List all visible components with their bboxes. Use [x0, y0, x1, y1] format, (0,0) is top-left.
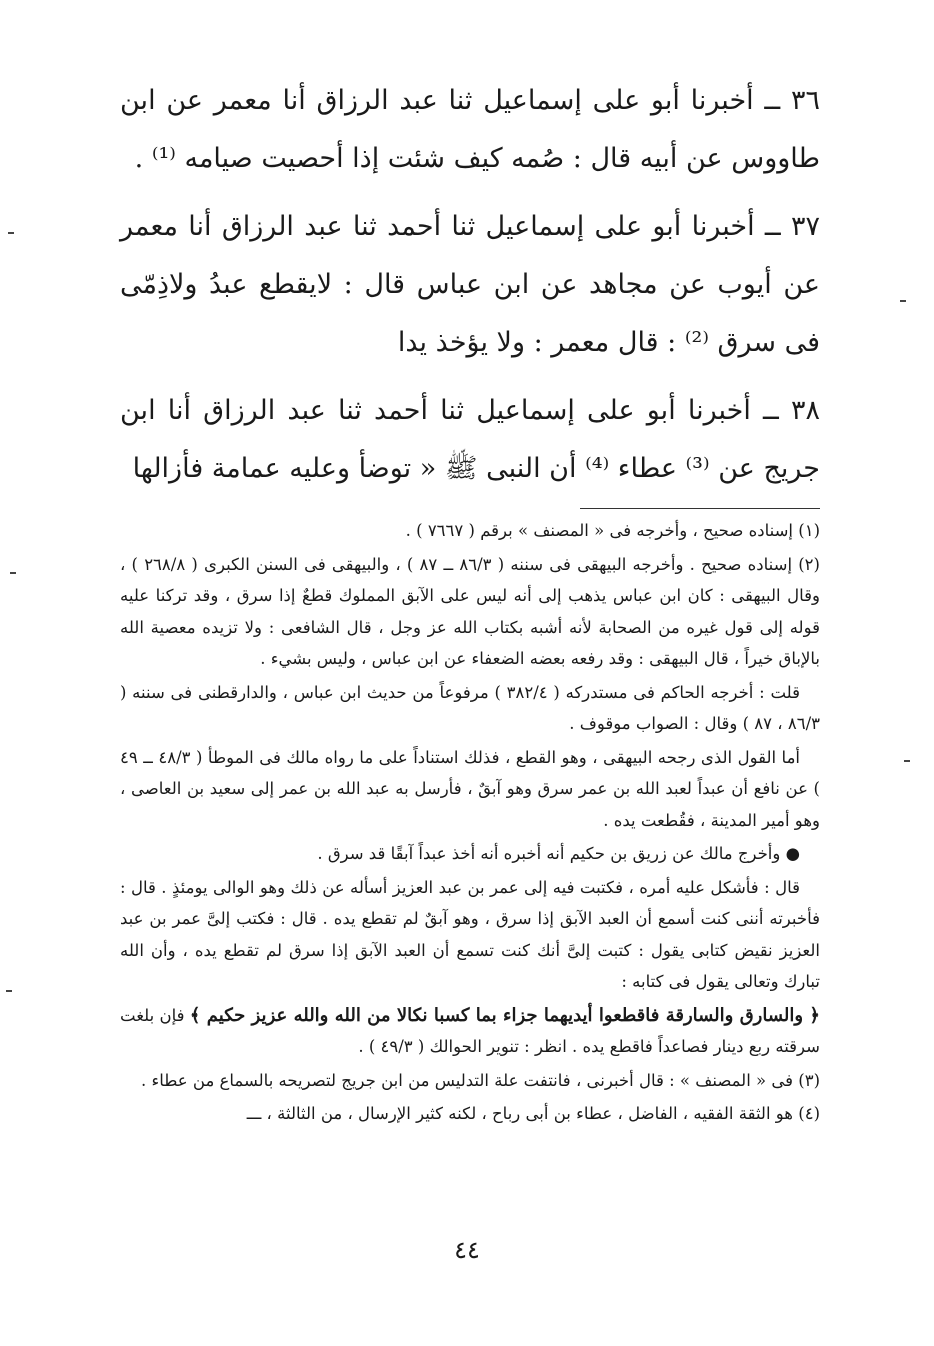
scan-speck: [904, 760, 910, 762]
hadith-text: ٣٦ ــ أخبرنا أبو على إسماعيل ثنا عبد الرزاق أنا معمر عن ابن طاووس عن أبيه قال : صُمه كيف شئت إذا أحصيت صيامه ⁽¹⁾ .: [120, 85, 820, 174]
scan-speck: [10, 572, 16, 574]
page-number: ٤٤: [454, 1236, 480, 1264]
hadith-37: [120, 198, 820, 372]
footnote-4: (٤) هو الثقة الفقيه ، الفاضل ، عطاء بن أبى رباح ، لكنه كثير الإرسال ، من الثالثة ، ـــ: [246, 1104, 820, 1123]
scan-speck: [6, 990, 12, 992]
page-body: [120, 72, 820, 1132]
scan-speck: [8, 232, 14, 234]
footnote-2: (٢) إسناده صحيح . وأخرجه البيهقى فى سننه ( ٨٦/٣ ــ ٨٧ ) ، والبيهقى فى السنن الكبرى ( ٢٦٨/٨ ) ، وقال البيهقى : كان ابن عباس يذهب إلى أنه ليس على الآبق المملوك قطعٌ إذا سرق ، وقد تركنا عليه قوله إلى قول غيره من الصحابة لأنه أشبه بكتاب الله عز وجل ، قال الشافعى : ولا تزيده معصية الله بالإباق خيراً ، قال البيهقى : وقد رفعه بعضه الضعفاء عن ابن عباس ، وليس بشيء .: [120, 554, 820, 668]
hadith-text: ٣٨ ــ أخبرنا أبو على إسماعيل ثنا أحمد ثنا عبد الرزاق أنا ابن جريج عن ⁽³⁾ عطاء ⁽⁴⁾ أن النبى ﷺ « توضأ وعليه عمامة فأزالها: [120, 395, 820, 484]
footnote-separator: [580, 508, 820, 509]
footnote-1: (١) إسناده صحيح ، وأخرجه فى « المصنف » برقم ( ٧٦٦٧ ) .: [405, 521, 820, 540]
footnote-2-comment: قلت : أخرجه الحاكم فى مستدركه ( ٣٨٢/٤ ) مرفوعاً من حديث ابن عباس ، والدارقطنى فى سننه ( ٨٦/٣ ، ٨٧ ) وقال : الصواب موقوف .: [120, 682, 820, 733]
quran-verse: ﴿ والسارق والسارقة فاقطعوا أيديهما جزاء بما كسبا نكالا من الله والله عزيز حكيم ﴾: [189, 1004, 820, 1026]
footnote-2-discussion: أما القول الذى رجحه البيهقى ، وهو القطع ، فذلك استناداً على ما رواه مالك فى الموطأ ( ٤٨/٣ ــ ٤٩ ) عن نافع أن عبداً لعبد الله بن عمر سرق وهو آبقٌ ، فأرسل به عبد الله بن عمر إلى سعيد بن العاصى ، وهو أمير المدينة ، فقُطعت يده .: [120, 747, 820, 830]
scan-speck: [900, 300, 906, 302]
quran-verse-commentary: فإن بلغت سرقته ربع دينار فصاعداً فاقطع يده . انظر : تنوير الحوالك ( ٤٩/٣ ) .: [120, 1005, 820, 1056]
footnote-2-malik-report: ● وأخرج مالك عن زريق بن حكيم أنه أخبره أنه أخذ عبداً آبقًا قد سرق .: [317, 844, 800, 863]
footnote-3: (٣) فى « المصنف » : قال أخبرنى ، فانتفت علة التدليس من ابن جريج لتصريحه بالسماع من عطاء .: [140, 1070, 820, 1090]
hadith-text: ٣٧ ــ أخبرنا أبو على إسماعيل ثنا أحمد ثنا عبد الرزاق أنا معمر عن أيوب عن مجاهد عن ابن عباس قال : لايقطع عبدُ ولاذِمّى فى سرق ⁽²⁾ : قال معمر : ولا يؤخذ يدا: [120, 211, 820, 358]
footnote-2-quran-verse: [120, 1000, 820, 1063]
hadith-38: [120, 382, 820, 498]
footnote-2-letter: قال : فأشكل عليه أمره ، فكتبت فيه إلى عمر بن عبد العزيز أسأله عن ذلك وهو الوالى يومئذٍ . قال : فأخبرته أننى كنت أسمع أن العبد الآبق إذا سرق ، وهو آبقٌ لم تقطع يده . قال : فكتب إلىَّ عمر بن عبد العزيز نقيض كتابى يقول : كتبت إلىَّ أنك كنت تسمع أن العبد الآبق إذا سرق لم تقطع يده ، وأن الله تبارك وتعالى يقول فى كتابه :: [120, 877, 820, 991]
hadith-36: [120, 72, 820, 188]
